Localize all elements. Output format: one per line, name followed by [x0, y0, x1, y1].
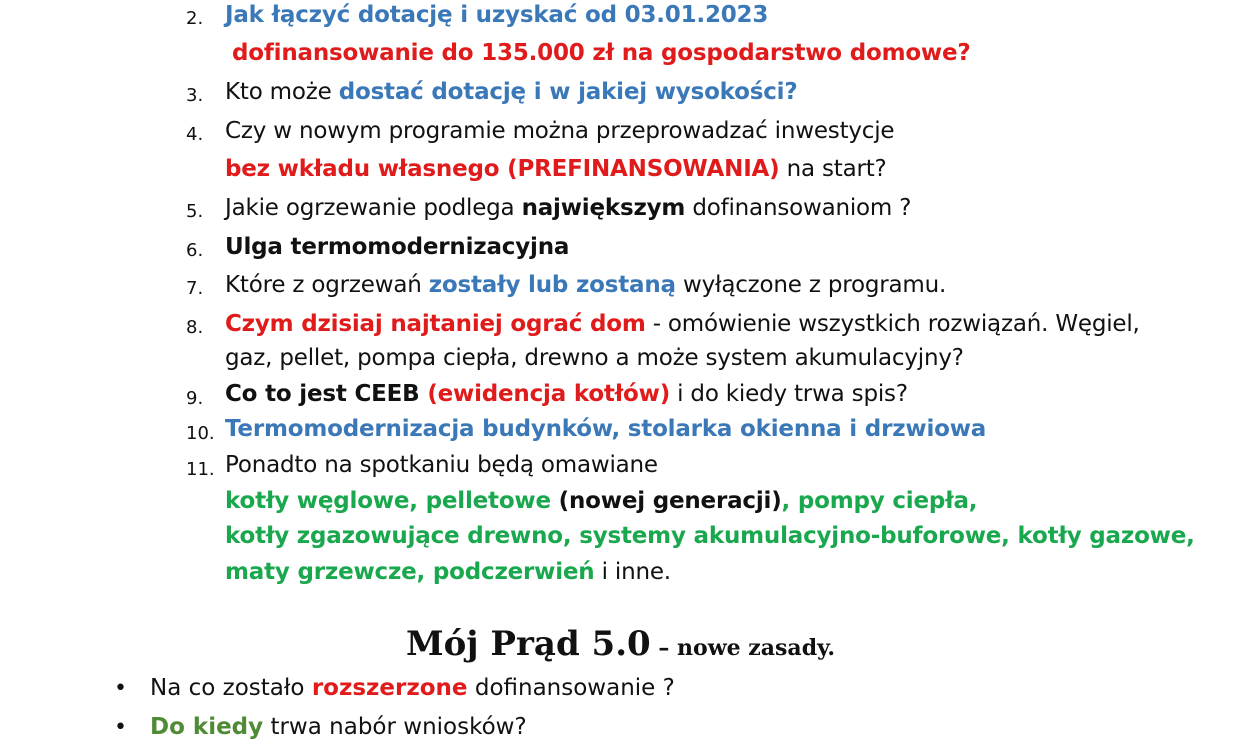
item-7-highlight: zostały lub zostaną — [428, 272, 676, 298]
item-9-bold: Co to jest CEEB — [225, 381, 428, 407]
item-2-line-1: Jak łączyć dotację i uzyskać od 03.01.2023 — [225, 2, 769, 28]
list-number: 2. — [186, 8, 204, 29]
item-9-highlight: (ewidencja kotłów) — [427, 381, 671, 407]
item-11-line-3: kotły zgazowujące drewno, systemy akumulacyjno-buforowe, kotły gazowe, — [225, 523, 1195, 549]
bullet-1-text: Na co zostało — [150, 675, 312, 701]
item-5-text: Jakie ogrzewanie podlega — [225, 195, 522, 221]
item-3 — [225, 79, 798, 105]
list-number: 5. — [186, 201, 204, 222]
item-9-text: i do kiedy trwa spis? — [670, 381, 908, 407]
section-title — [0, 624, 1241, 664]
item-5 — [225, 195, 911, 221]
item-4-line-1: Czy w nowym programie można przeprowadzać inwestycje — [225, 118, 895, 144]
list-number: 4. — [186, 124, 204, 145]
section-title-subtitle: – nowe zasady. — [650, 635, 835, 661]
item-5-highlight: największym — [521, 195, 686, 221]
item-8-text: - omówienie wszystkich rozwiązań. Węgiel, — [645, 311, 1140, 337]
item-10: Termomodernizacja budynków, stolarka okienna i drzwiowa — [225, 416, 987, 442]
item-7 — [225, 272, 946, 298]
item-9 — [225, 381, 908, 407]
list-number: 3. — [186, 85, 204, 106]
section-title-main: Mój Prąd 5.0 — [405, 624, 651, 664]
item-11-text: i inne. — [594, 559, 671, 585]
item-11-line-1: Ponadto na spotkaniu będą omawiane — [225, 452, 658, 478]
item-11-line-2 — [225, 488, 977, 514]
bullet-icon: • — [114, 676, 127, 701]
list-number: 7. — [186, 278, 204, 299]
item-3-highlight: dostać dotację i w jakiej wysokości? — [338, 79, 798, 105]
bullet-1-highlight: rozszerzone — [311, 675, 468, 701]
bullet-2-highlight: Do kiedy — [150, 714, 264, 740]
item-7-text-end: wyłączone z programu. — [675, 272, 947, 298]
item-4-highlight: bez wkładu własnego (PREFINANSOWANIA) — [225, 156, 780, 182]
item-11-green-3: maty grzewcze, podczerwień — [225, 559, 595, 585]
list-number: 10. — [186, 423, 215, 444]
item-2-line-2: dofinansowanie do 135.000 zł na gospodarstwo domowe? — [232, 40, 971, 66]
bullet-icon: • — [114, 715, 127, 740]
list-number: 6. — [186, 240, 204, 261]
item-6: Ulga termomodernizacyjna — [225, 234, 570, 260]
list-number: 8. — [186, 317, 204, 338]
item-11-line-4 — [225, 559, 671, 585]
bullet-item-2 — [150, 714, 527, 740]
list-number: 11. — [186, 459, 215, 480]
item-5-text-end: dofinansowaniom ? — [685, 195, 912, 221]
item-11-green-2: , pompy ciepła, — [781, 488, 978, 514]
item-8-line-1 — [225, 311, 1140, 337]
item-11-green: kotły węglowe, pelletowe — [225, 488, 551, 514]
bullet-item-1 — [150, 675, 675, 701]
item-8-line-2: gaz, pellet, pompa ciepła, drewno a może system akumulacyjny? — [225, 345, 964, 371]
list-number: 9. — [186, 388, 204, 409]
bullet-1-text-end: dofinansowanie ? — [467, 675, 675, 701]
item-7-text: Które z ogrzewań — [225, 272, 429, 298]
item-4-line-2 — [225, 156, 887, 182]
bullet-2-text: trwa nabór wniosków? — [263, 714, 527, 740]
item-8-highlight: Czym dzisiaj najtaniej ograć dom — [225, 311, 646, 337]
item-4-text: na start? — [779, 156, 887, 182]
item-11-bold: (nowej generacji) — [550, 488, 782, 514]
item-3-text: Kto może — [225, 79, 339, 105]
